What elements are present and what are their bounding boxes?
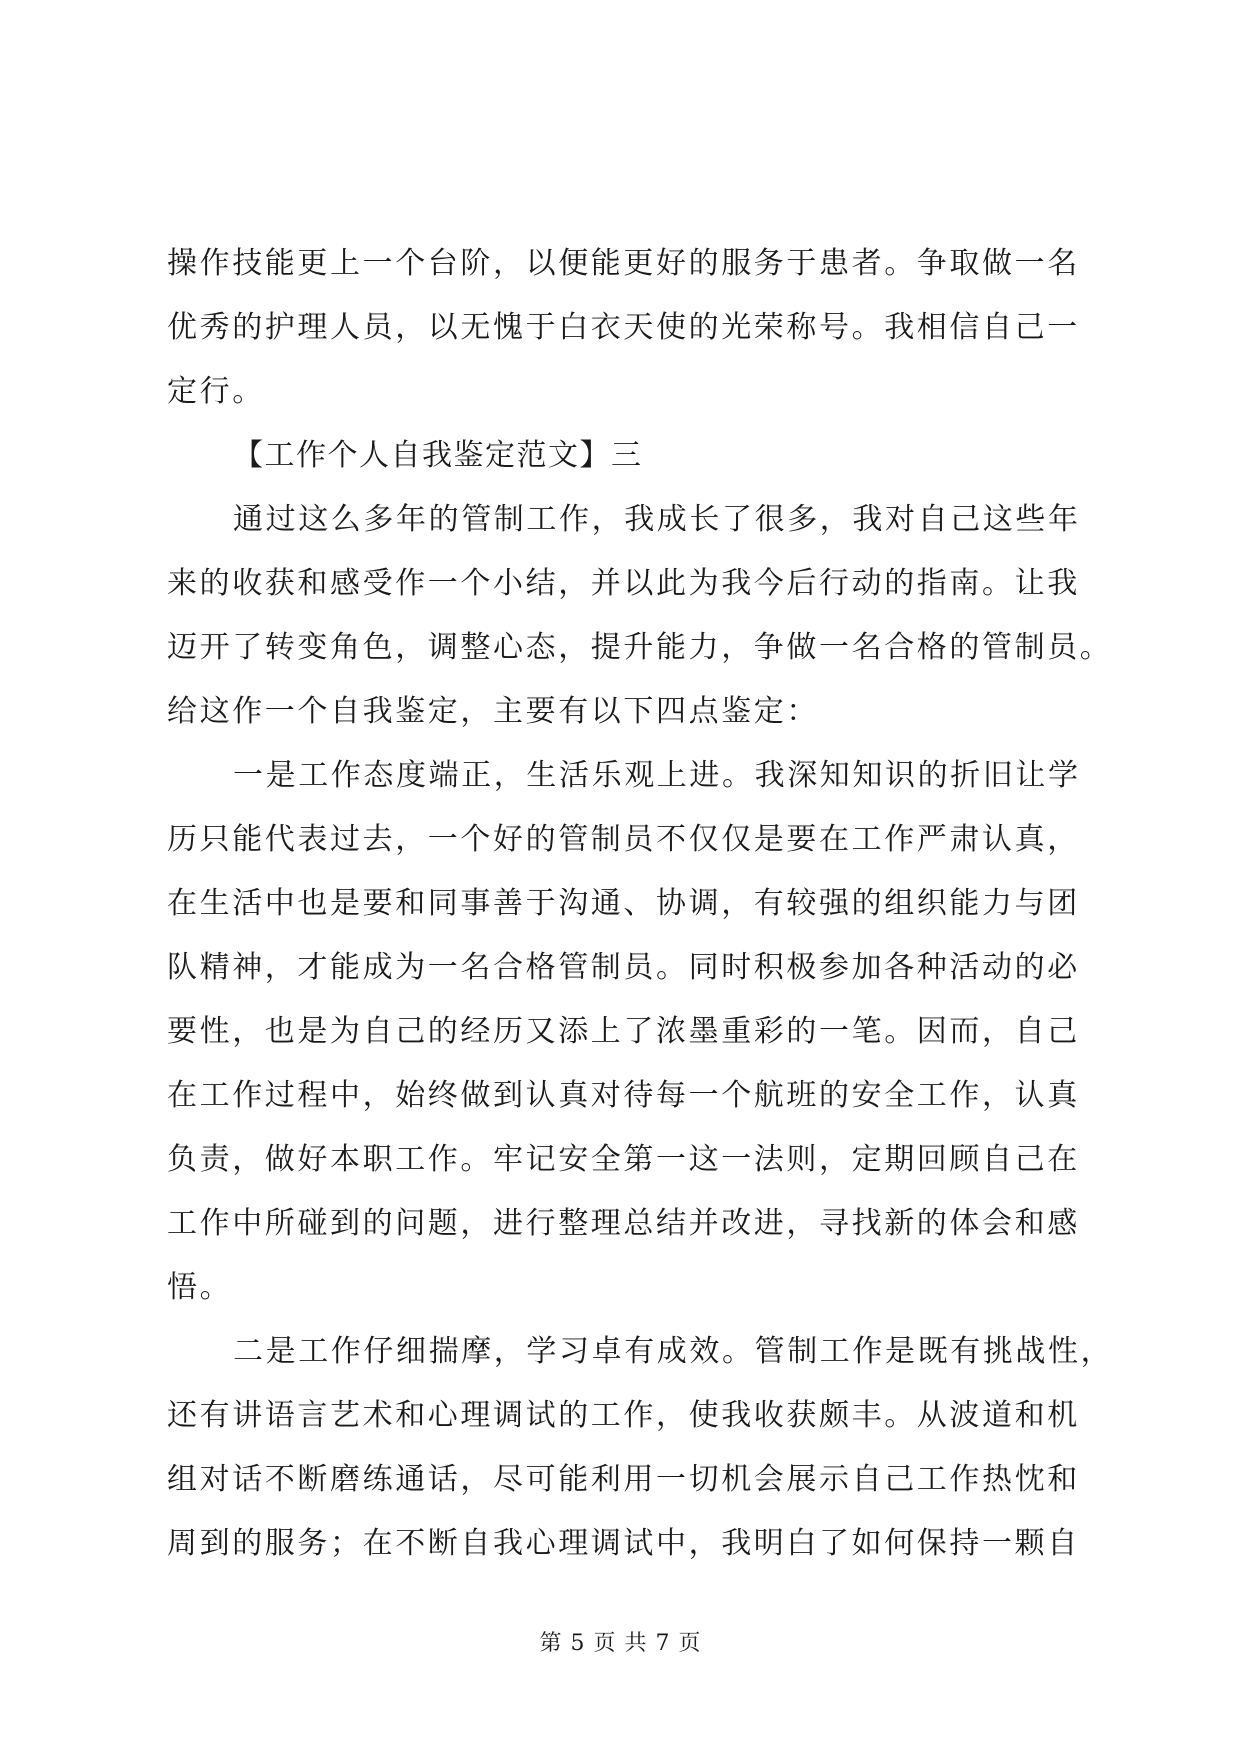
text-line: 负责，做好本职工作。牢记安全第一这一法则，定期回顾自己在 — [167, 1142, 1080, 1177]
page-footer: 第 5 页 共 7 页 — [539, 1631, 702, 1656]
text-line: 要性，也是为自己的经历又添上了浓墨重彩的一笔。因而，自己 — [167, 1014, 1080, 1049]
text-line: 在工作过程中，始终做到认真对待每一个航班的安全工作，认真 — [167, 1078, 1080, 1113]
text-line: 在生活中也是要和同事善于沟通、协调，有较强的组织能力与团 — [167, 886, 1080, 921]
text-line: 优秀的护理人员，以无愧于白衣天使的光荣称号。我相信自己一 — [167, 310, 1080, 345]
text-line: 历只能代表过去，一个好的管制员不仅仅是要在工作严肃认真， — [167, 822, 1080, 857]
text-line: 给这作一个自我鉴定，主要有以下四点鉴定： — [167, 694, 819, 729]
text-line: 组对话不断磨练通话，尽可能利用一切机会展示自己工作热忱和 — [167, 1462, 1080, 1497]
text-line: 队精神，才能成为一名合格管制员。同时积极参加各种活动的必 — [167, 950, 1080, 985]
text-line: 还有讲语言艺术和心理调试的工作，使我收获颇丰。从波道和机 — [167, 1398, 1080, 1433]
text-line: 工作中所碰到的问题，进行整理总结并改进，寻找新的体会和感 — [167, 1206, 1080, 1241]
text-line: 操作技能更上一个台阶，以便能更好的服务于患者。争取做一名 — [167, 246, 1080, 281]
text-line: 通过这么多年的管制工作，我成长了很多，我对自己这些年 — [233, 502, 1081, 537]
text-line: 二是工作仔细揣摩，学习卓有成效。管制工作是既有挑战性， — [233, 1334, 1114, 1369]
document-body — [167, 232, 1114, 1576]
text-line: 来的收获和感受作一个小结，并以此为我今后行动的指南。让我 — [167, 566, 1080, 601]
text-line: 迈开了转变角色，调整心态，提升能力，争做一名合格的管制员。 — [167, 630, 1113, 665]
section-heading: 【工作个人自我鉴定范文】三 — [233, 438, 643, 473]
text-line: 悟。 — [167, 1270, 233, 1305]
text-line: 定行。 — [167, 374, 265, 409]
text-line: 一是工作态度端正，生活乐观上进。我深知知识的折旧让学 — [233, 758, 1081, 793]
text-line: 周到的服务；在不断自我心理调试中，我明白了如何保持一颗自 — [167, 1526, 1080, 1561]
